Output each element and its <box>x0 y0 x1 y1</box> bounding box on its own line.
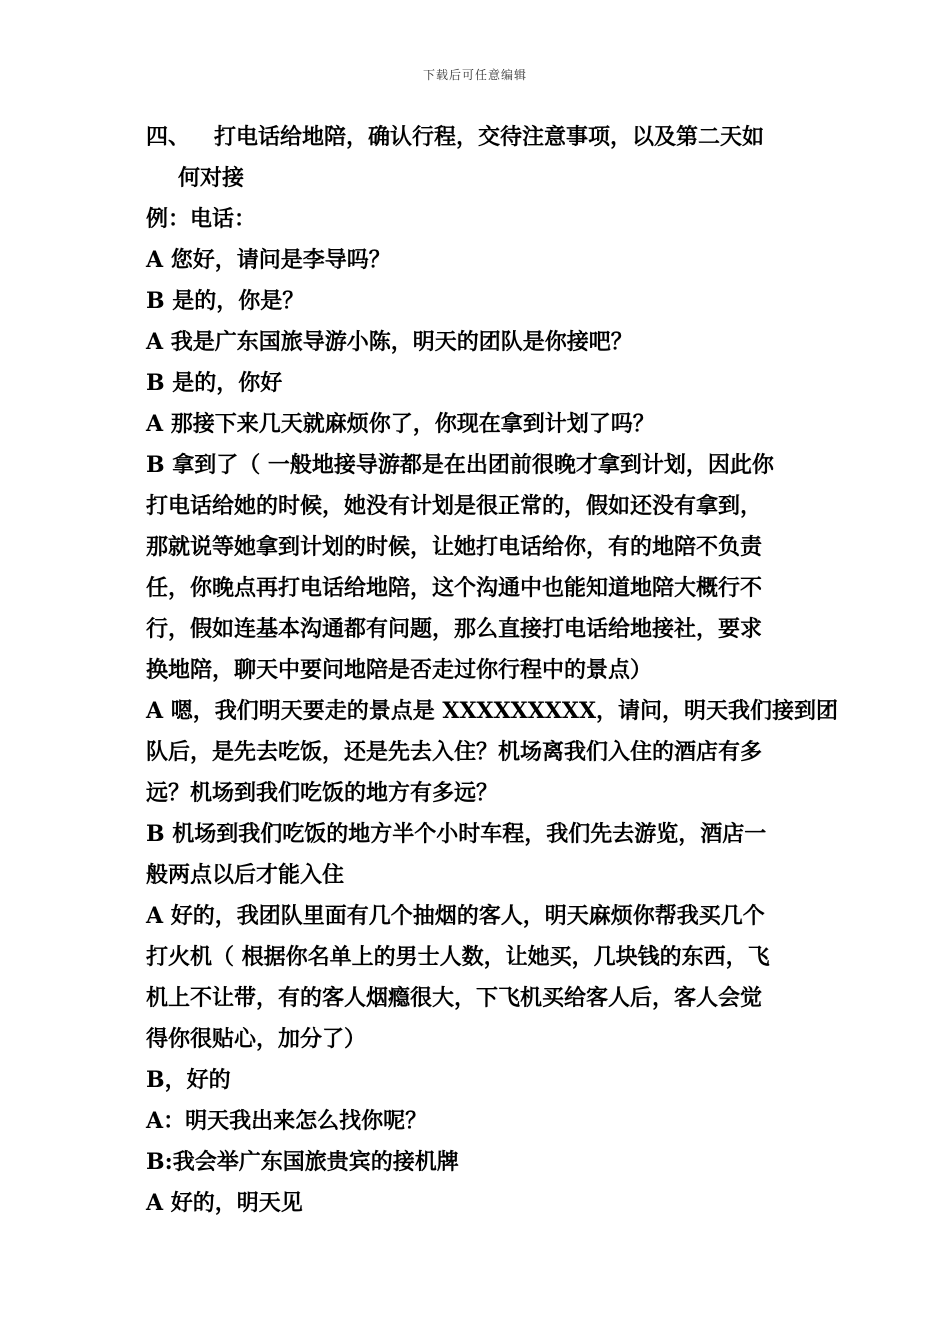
dialogue-line: A：明天我出来怎么找你呢？ <box>146 1108 428 1134</box>
dialogue-line: B 拿到了（ 一般地接导游都是在出团前很晚才拿到计划，因此你 <box>146 452 774 478</box>
dialogue-line: 任，你晚点再打电话给地陪，这个沟通中也能知道地陪大概行不 <box>146 575 763 601</box>
dialogue-line: B 是的，你好 <box>146 370 283 396</box>
dialogue-line: B 机场到我们吃饭的地方半个小时车程，我们先去游览，酒店一 <box>146 821 767 847</box>
dialogue-line: A 您好，请问是李导吗？ <box>146 247 391 273</box>
dialogue-line: 那就说等她拿到计划的时候，让她打电话给你，有的地陪不负责 <box>146 534 763 560</box>
dialogue-line: 般两点以后才能入住 <box>146 862 345 888</box>
dialogue-line: 队后，是先去吃饭，还是先去入住？机场离我们入住的酒店有多 <box>146 739 763 765</box>
section-heading <box>146 117 811 158</box>
dialogue-line: A 好的，我团队里面有几个抽烟的客人，明天麻烦你帮我买几个 <box>146 903 765 929</box>
section-number: 四、 <box>146 124 191 150</box>
dialogue-line: 打火机（ 根据你名单上的男士人数，让她买，几块钱的东西，飞 <box>146 944 770 970</box>
dialogue-line: 换地陪，聊天中要问地陪是否走过你行程中的景点） <box>146 657 653 683</box>
dialogue-line: B，好的 <box>146 1067 231 1093</box>
page-header: 下载后可任意编辑 <box>422 68 527 82</box>
dialogue-line: 行，假如连基本沟通都有问题，那么直接打电话给地接社，要求 <box>146 616 763 642</box>
document-body <box>146 117 839 1224</box>
section-title-line-2: 何对接 <box>178 165 245 191</box>
text-line: 例：电话： <box>146 206 257 232</box>
dialogue-line: A 那接下来几天就麻烦你了，你现在拿到计划了吗？ <box>146 411 655 437</box>
dialogue-line: A 我是广东国旅导游小陈，明天的团队是你接吧？ <box>146 329 633 355</box>
dialogue-line: A 嗯，我们明天要走的景点是 XXXXXXXXX，请问，明天我们接到团 <box>146 698 839 724</box>
dialogue-line: 机上不让带，有的客人烟瘾很大，下飞机买给客人后，客人会觉 <box>146 985 763 1011</box>
dialogue-line: B:我会举广东国旅贵宾的接机牌 <box>146 1149 459 1175</box>
section-title-line-1: 打电话给地陪，确认行程，交待注意事项，以及第二天如 <box>214 124 765 150</box>
dialogue-line: 得你很贴心，加分了） <box>146 1026 367 1052</box>
dialogue-line: 远？机场到我们吃饭的地方有多远？ <box>146 780 499 806</box>
section-heading-continued <box>146 158 811 199</box>
dialogue-line: 打电话给她的时候，她没有计划是很正常的，假如还没有拿到， <box>146 493 763 519</box>
dialogue-line: A 好的，明天见 <box>146 1190 303 1216</box>
dialogue-line: B 是的，你是？ <box>146 288 305 314</box>
